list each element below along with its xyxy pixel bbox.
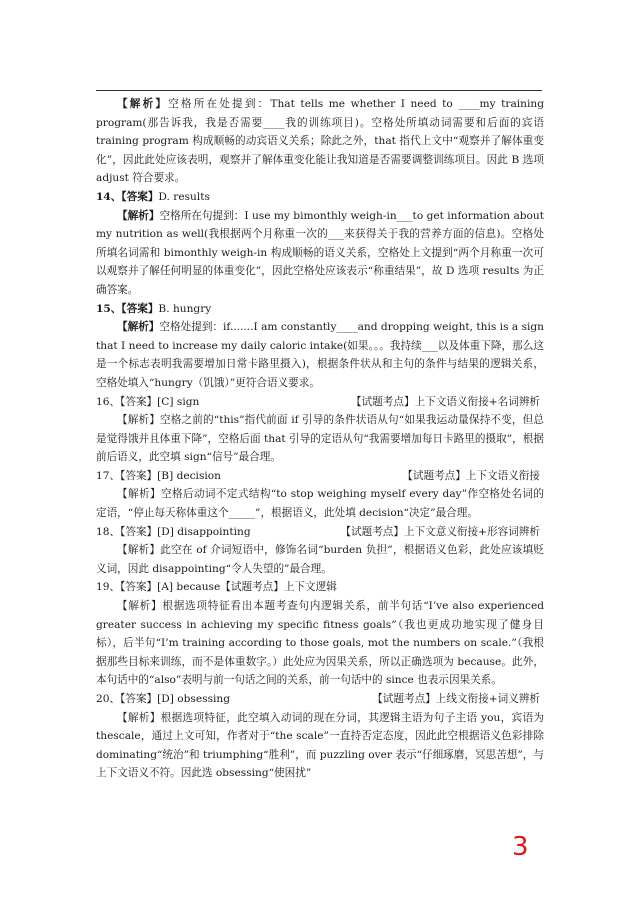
answer-line-19 <box>96 578 544 597</box>
analysis-paragraph-15 <box>96 318 544 392</box>
analysis-tag: 【解析】 <box>117 488 161 501</box>
answer-text: D. results <box>158 190 210 203</box>
analysis-text: 空格之前的“this”指代前面 if 引导的条件状语从句“如果我运动量保持不变，但总是觉得饿并且体重下降”，空格后面 that 引导的定语从句“我需要增加每日卡路里的摄取”，根据前后语义，此空填 sign“信号”最合理。 <box>96 414 544 464</box>
analysis-text: 根据选项特征看出本题考查句内逻辑关系，前半句话“I’ve also experienced greater success in achieving my specific fitness goals”（我也更成功地实现了健身目标），后半句“I’m training according to those goals, mot the numbers on scale.”（我根据那些目标来训练，而不是体重数字。）此处应为因果关系，所以正确选项为 because。此外，本句话中的“also”表明与前一句话之间的关系，前一句话中的 since 也表示因果关系。 <box>96 600 545 687</box>
test-point-text: 【试题考点】上线文衔接+词义辨析 <box>372 693 540 705</box>
analysis-paragraph-13 <box>96 95 544 188</box>
analysis-paragraph-16 <box>96 411 544 467</box>
analysis-tag: 【解析】 <box>117 600 163 613</box>
analysis-paragraph-19 <box>96 597 544 690</box>
answer-line-16 <box>96 393 544 412</box>
answer-analysis-content <box>96 95 544 783</box>
analysis-tag: 【解析】 <box>117 321 160 334</box>
answer-text: B. hungry <box>158 302 212 315</box>
analysis-tag: 【解析】 <box>117 209 160 222</box>
test-point-text: 【试题考点】上下文语义衔接+名词辨析 <box>351 395 540 408</box>
answer-line-18 <box>96 523 544 542</box>
analysis-text: 根据选项特征，此空填入动词的现在分词，其逻辑主语为句子主语 you，宾语为thescale，通过上文可知，作者对于“the scale”一直持否定态度，因此此空根据语义色彩排除 dominating“统治”和 triumphing“胜利”，而 puzzling over 表示“仔细琢磨，冥思苦想”，与上下文语义不符。因此选 obsessing“使困扰” <box>96 711 544 780</box>
answer-text: 16、【答案】[C] sign <box>96 395 200 408</box>
answer-text: 19、【答案】[A] because【试题考点】上下文逻辑 <box>96 581 337 594</box>
analysis-tag: 【解析】 <box>117 98 169 110</box>
answer-text: 17、【答案】[B] decision <box>96 469 221 482</box>
answer-line-14 <box>96 188 544 207</box>
test-point-text: 【试题考点】上下文意义衔接+形容词辨析 <box>340 525 540 538</box>
analysis-paragraph-14 <box>96 207 544 300</box>
analysis-text: 此空在 of 介词短语中，修饰名词“burden 负担”，根据语义色彩，此处应该填贬义词，因此 disappointing“令人失望的”最合理。 <box>96 544 545 575</box>
test-point-text: 【试题考点】上下文语义衔接 <box>402 469 540 482</box>
analysis-tag: 【解析】 <box>117 414 161 427</box>
test-point-text <box>540 578 544 597</box>
analysis-text: 空格所在处提到：That tells me whether I need to ____my training program(那告诉我，我是否需要____我的训练项目)。空格处所填动词需要和后面的宾语 training program 构成顺畅的动宾语义关系；除此之外，that 指代上文中“观察并了解体重变化”，因此此处应该表明，观察并了解体重变化能让我知道是否需要调整训练项目。因此 B 选项 adjust 符合要求。 <box>96 98 544 185</box>
analysis-paragraph-18 <box>96 541 544 578</box>
answer-tag: 14、【答案】 <box>96 190 159 203</box>
analysis-tag: 【解析】 <box>117 544 161 557</box>
answer-line-17 <box>96 467 544 486</box>
answer-line-15 <box>96 300 544 319</box>
answer-line-20 <box>96 690 544 709</box>
answer-tag: 15、【答案】 <box>96 302 159 315</box>
answer-text: 20、【答案】[D] obsessing <box>96 693 231 705</box>
top-rule <box>96 90 542 91</box>
analysis-paragraph-20 <box>96 709 544 783</box>
analysis-text: 空格所在句提到：I use my bimonthly weigh-in___to get information about my nutrition as well(我根据两个月称重一次的___来获得关于我的营养方面的信息)。空格处所填名词需和 bimonthly weigh-in 构成顺畅的语义关系，空格处上文提到“两个月称重一次可以观察并了解任何明显的体重变化”，因此空格处应该表示“称重结果”，故 D 选项 results 为正确答案。 <box>96 209 545 296</box>
analysis-text: 空格处提到：if.......I am constantly____and dropping weight, this is a sign that I need to increase my daily caloric intake(如果。。。我持续___以及体重下降，那么这是一个标志表明我需要增加日常卡路里摄入)，根据条件状从和主句的条件与结果的逻辑关系，空格处填入“hungry（饥饿）”更符合语义要求。 <box>96 321 545 389</box>
page-number: 3 <box>512 832 529 862</box>
analysis-paragraph-17 <box>96 485 544 522</box>
analysis-text: 空格后动词不定式结构“to stop weighing myself every day”作空格处名词的定语，“停止每天称体重这个_____”，根据语义，此处填 decision“决定”最合理。 <box>96 488 544 520</box>
answer-text: 18、【答案】[D] disappointing <box>96 525 251 538</box>
analysis-tag: 【解析】 <box>117 711 161 724</box>
